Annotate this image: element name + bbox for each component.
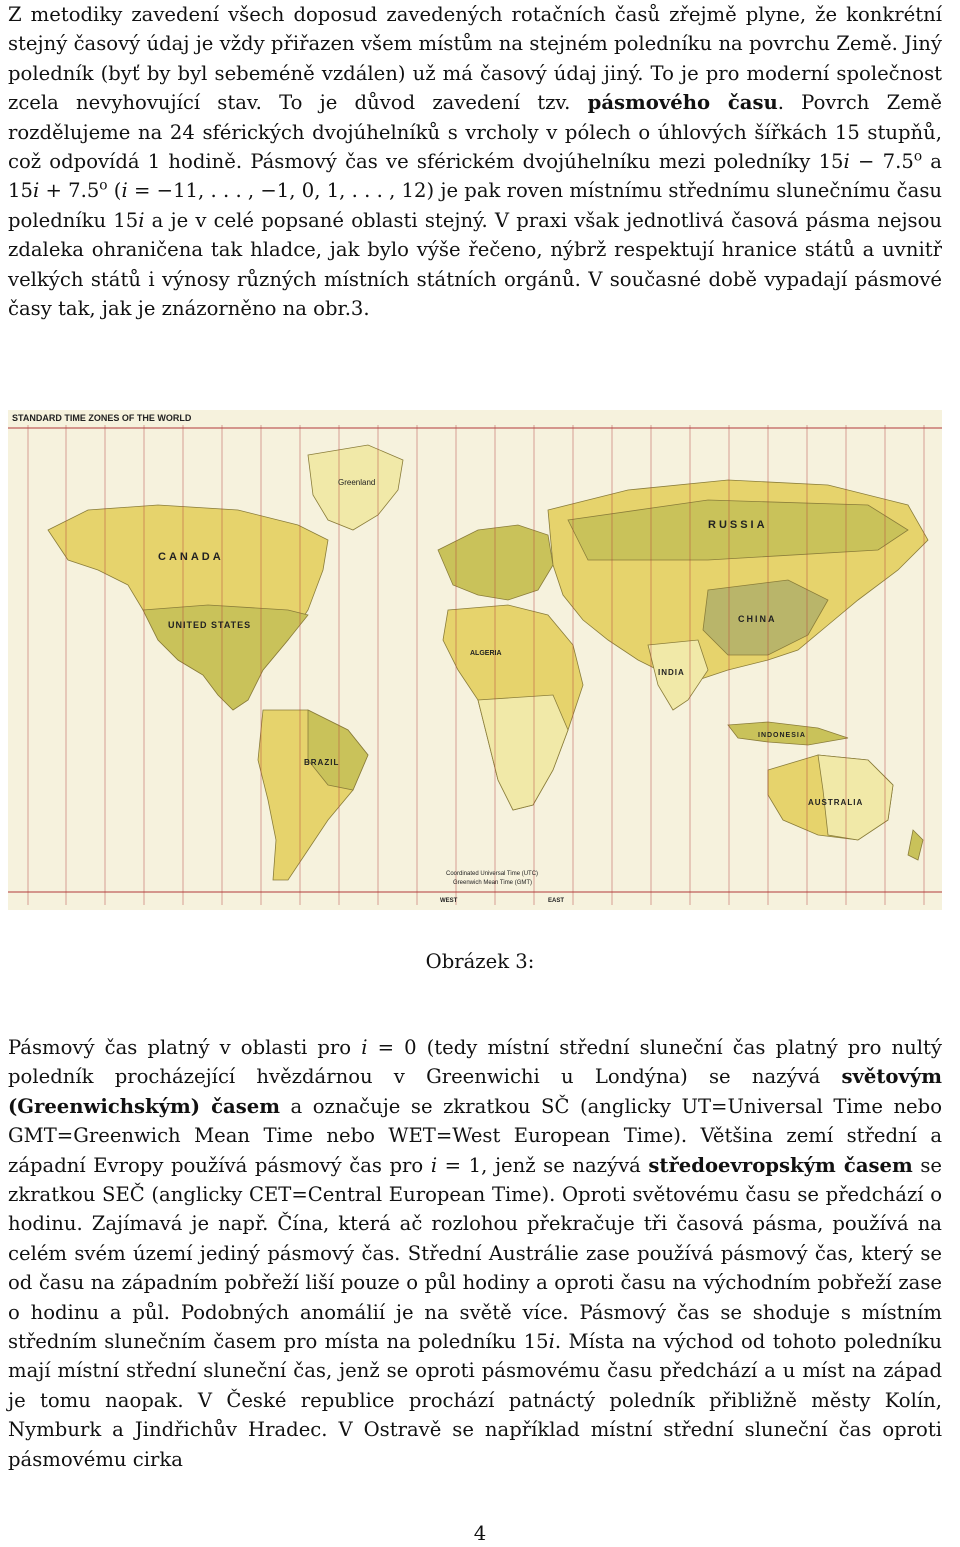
label-gmt: Greenwich Mean Time (GMT) — [453, 880, 533, 886]
label-east: EAST — [548, 898, 565, 904]
page-number: 4 — [473, 1522, 487, 1545]
label-australia: AUSTRALIA — [808, 798, 864, 807]
map-title: STANDARD TIME ZONES OF THE WORLD — [12, 413, 192, 423]
label-india: INDIA — [658, 668, 685, 677]
label-greenland: Greenland — [338, 478, 376, 487]
label-utc: Coordinated Universal Time (UTC) — [446, 871, 539, 877]
body-paragraph: Pásmový čas platný v oblasti pro i = 0 (tedy místní střední sluneční čas platný pro nultý poledník procházející hvězdárnou v Greenwichi u Londýna) se nazývá světovým (Greenwichským) časem a označuje se zkratkou SČ (anglicky UT=Universal Time nebo GMT=Greenwich Mean Time nebo WET=West European Time). Většina zemí střední a západní Evropy používá pásmový čas pro i = 1, jenž se nazývá středoevropským časem se zkratkou SEČ (anglicky CET=Central European Time). Oproti světovému času se předchází o hodinu. Zajímavá je např. Čína, která ač rozlohou překračuje tři časová pásma, používá na celém svém území jediný pásmový čas. Střední Austrálie zase používá pásmový čas, který se od času na západním pobřeží liší pouze o půl hodiny a oproti času na východním pobřeží zase o hodinu a půl. Podobných anomálií je na světě více. Pásmový čas se shoduje s místním středním slunečním časem pro místa na poledníku 15i. Místa na východ od tohoto poledníku mají místní střední sluneční čas, jenž se oproti pásmovému času předchází a u míst na západ je tomu naopak. V České republice prochází patnáctý poledník přibližně městy Kolín, Nymburk a Jindřichův Hradec. V Ostravě se například místní střední sluneční čas oproti pásmovému cirka — [8, 1036, 942, 1471]
label-algeria: ALGERIA — [470, 650, 502, 657]
label-china: CHINA — [738, 614, 777, 624]
label-russia: RUSSIA — [708, 519, 768, 531]
label-west: WEST — [440, 898, 458, 904]
figure-caption: Obrázek 3: — [425, 950, 535, 973]
term-zone-time: pásmového času — [587, 91, 778, 115]
label-canada: CANADA — [158, 551, 224, 563]
label-united-states: UNITED STATES — [168, 620, 252, 630]
term-central-european-time: středoevropským časem — [648, 1153, 913, 1177]
label-brazil: BRAZIL — [304, 758, 340, 767]
time-zone-map — [8, 410, 942, 910]
intro-paragraph: Z metodiky zavedení všech doposud zavedených rotačních časů zřejmě plyne, že konkrétní stejný časový údaj je vždy přiřazen všem místům na stejném poledníku na povrchu Země. Jiný poledník (byť by byl sebeméně vzdálen) už má časový údaj jiný. To je pro moderní společnost zcela nevyhovující stav. To je důvod zavedení tzv. pásmového času. Povrch Země rozdělujeme na 24 sférických dvojúhelníků s vrcholy v pólech o úhlových šířkách 15 stupňů, což odpovídá 1 hodině. Pásmový čas ve sférickém dvojúhelníku mezi poledníky $15i - 7.5^o$ a $15i + 7.5^o$ (i = −11, . . . , −1, 0, 1, . . . , 12) je pak roven místnímu střednímu slunečnímu času poledníku 15i a je v celé popsané oblasti stejný. V praxi však jednotlivá časová pásma nejsou zdaleka ohraničena tak hladce, jak bylo výše řečeno, nýbrž respektují hranice států a uvnitř velkých států i výnosy různých místních státních orgánů. V současné době vypadají pásmové časy tak, jak je znázorněno na obr.3. — [8, 3, 942, 321]
label-indonesia: INDONESIA — [758, 732, 806, 739]
term-universal-time: světovým (Greenwichským) časem — [8, 1065, 942, 1118]
